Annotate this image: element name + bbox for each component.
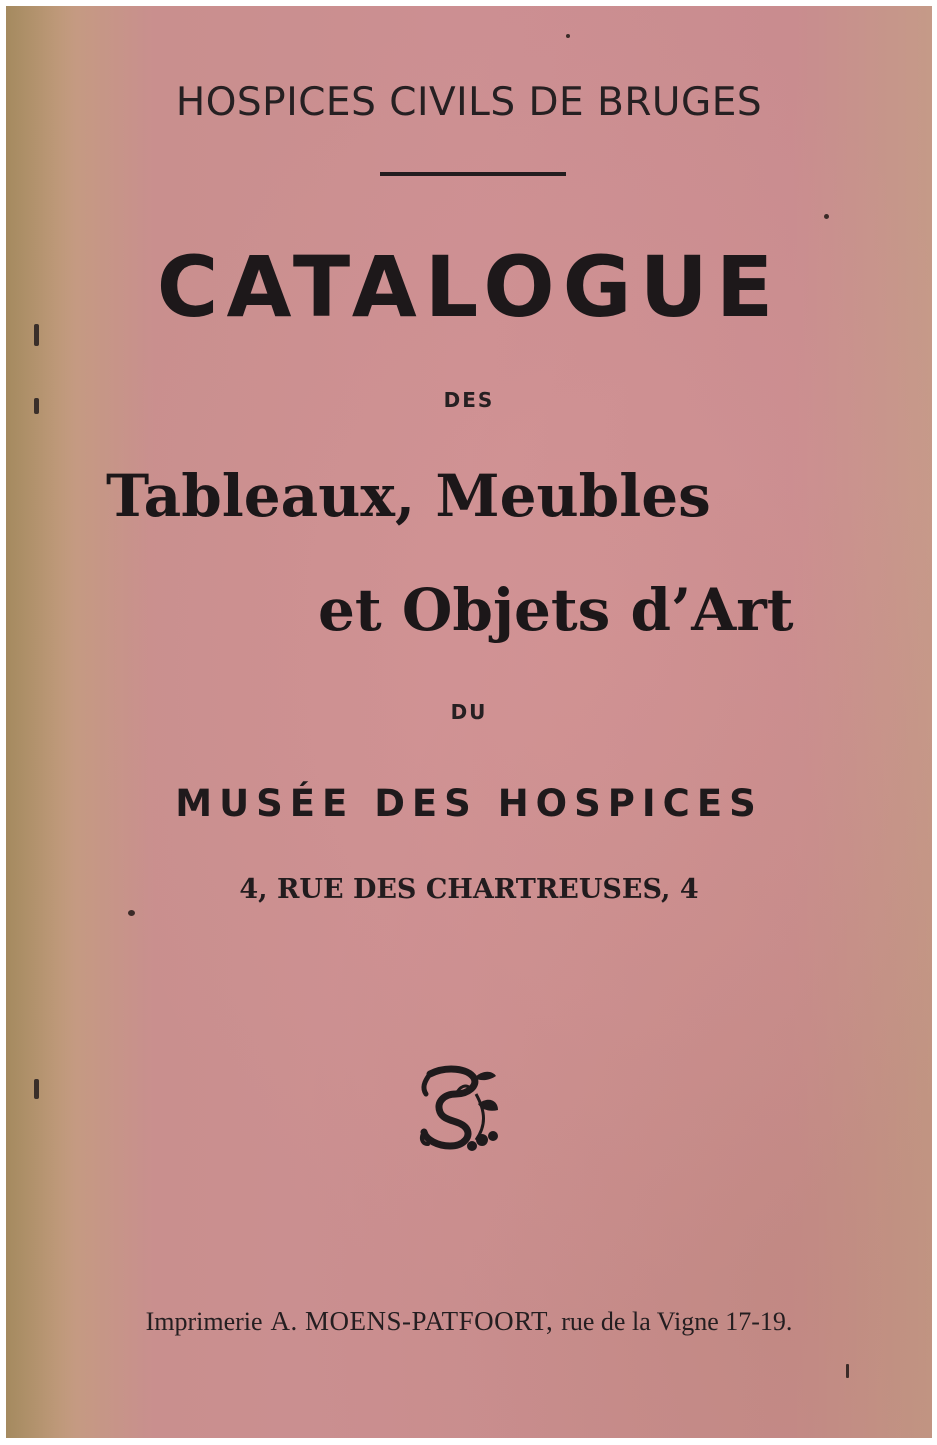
paper-speck bbox=[846, 1364, 849, 1378]
printer-name: A. MOENS-PATFOORT, bbox=[270, 1306, 554, 1336]
institution-header: HOSPICES CIVILS DE BRUGES bbox=[175, 80, 763, 125]
paper-speck bbox=[566, 34, 570, 38]
subtitle-line-1: Tableaux, Meubles bbox=[106, 462, 711, 530]
museum-address: 4, RUE DES CHARTREUSES, 4 bbox=[239, 874, 699, 905]
printer-address: rue de la Vigne 17-19. bbox=[561, 1307, 793, 1336]
printer-credit bbox=[6, 1306, 932, 1337]
subtitle-line-2: et Objets d’Art bbox=[318, 576, 794, 644]
staple-mark bbox=[34, 1079, 39, 1099]
floral-monogram-logo-icon bbox=[416, 1064, 502, 1152]
paper-speck bbox=[824, 214, 829, 219]
page-title: CATALOGUE bbox=[156, 238, 782, 336]
header-rule bbox=[380, 172, 566, 176]
museum-name: MUSÉE DES HOSPICES bbox=[175, 782, 763, 825]
book-cover bbox=[6, 6, 932, 1438]
des-label: DES bbox=[443, 388, 495, 412]
printer-prefix: Imprimerie bbox=[145, 1307, 263, 1336]
du-label: DU bbox=[450, 700, 488, 724]
paper-speck bbox=[128, 910, 135, 916]
